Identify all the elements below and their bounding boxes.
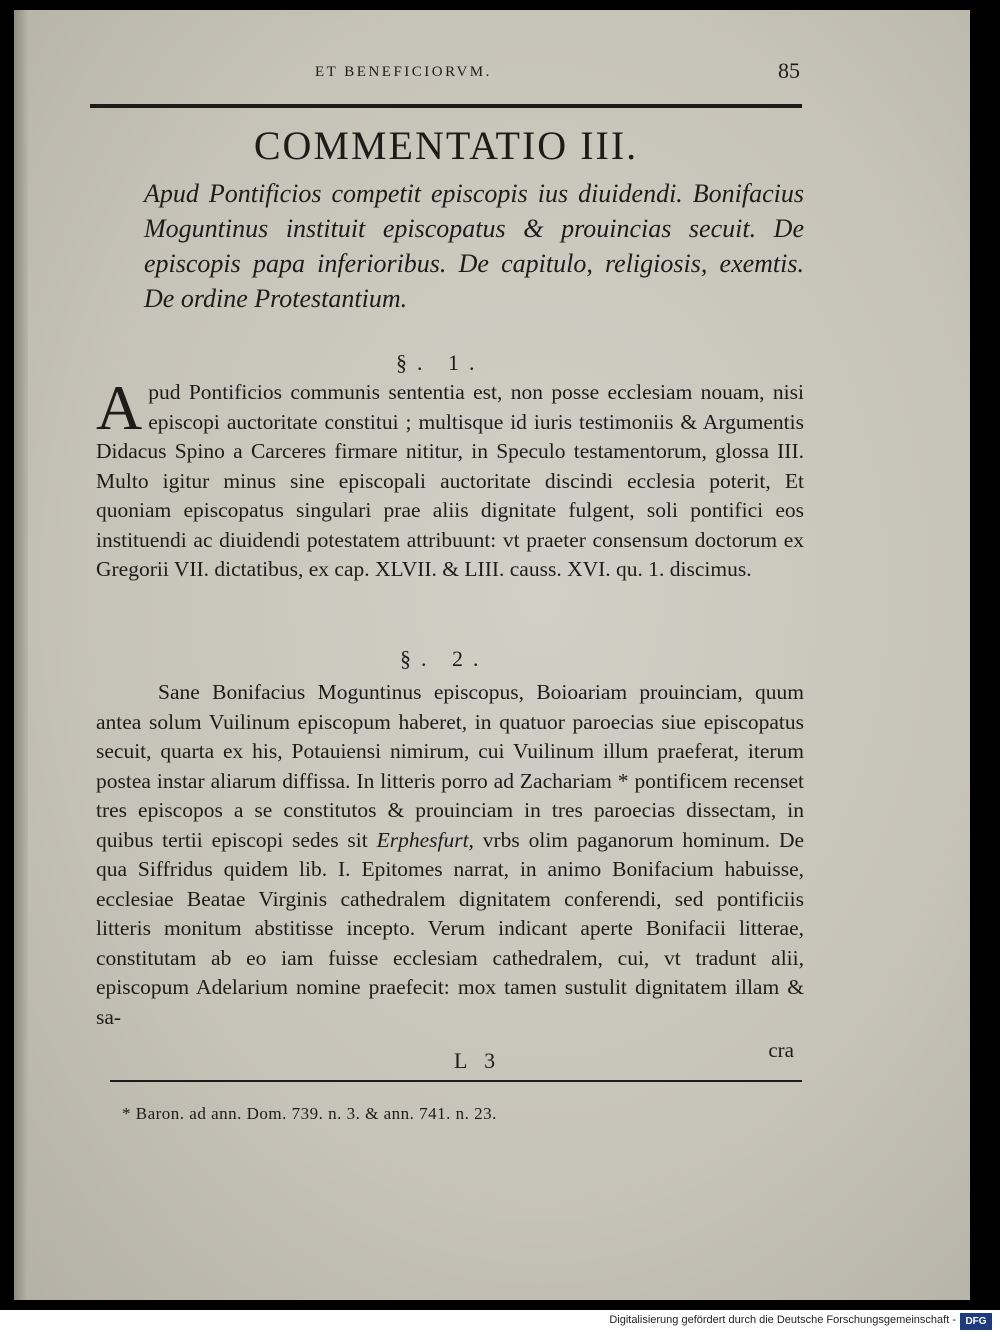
footnote: * Baron. ad ann. Dom. 739. n. 3. & ann. 741. n. 23. (122, 1104, 497, 1123)
section-2-body-before: Sane Bonifacius Moguntinus episcopus, Boioariam prouinciam, quum antea solum Vuilinum episcopum haberet, in quatuor paroecias siue episcopatus secuit, quarta ex his, Potauiensi nimirum, cui Vuilinum illum praeferat, iterum postea instar aliarum diffissa. In litteris porro ad Zachariam * pontificem recenset tres episcopos a se constitutos & prouinciam in tres paroecias dissectam, in quibus tertii episcopi sedes sit (96, 680, 804, 852)
section-mark-2: §. 2. (400, 646, 489, 671)
chapter-summary: Apud Pontificios competit episcopis ius diuidendi. Bonifacius Moguntinus instituit episcopatus & prouincias secuit. De episcopis papa inferioribus. De capitulo, religiosis, exemtis. De ordine Protestantium. (144, 179, 804, 313)
running-title: ET BENEFICIORVM. (315, 64, 492, 80)
section-1-body: pud Pontificios communis sententia est, non posse ecclesiam nouam, nisi episcopi auctoritate constitui ; multisque id iuris testimoniis & Argumentis Didacus Spino a Carceres firmare nititur, in Speculo testamentorum, glossa III. Multo igitur minus sine episcopali auctoritate discindi ecclesia poterit, Et quoniam episcopatus singulari prae aliis dignitate fulgent, soli pontifici eos instituendi ac diuidendi potestatem attribuunt: vt praeter consensum doctorum ex Gregorii VII. dictatibus, ex cap. XLVII. & LIII. causs. XVI. qu. 1. discimus. (96, 380, 804, 581)
header-rule (90, 104, 802, 108)
signature-mark: L 3 (454, 1048, 502, 1073)
page-edge (14, 10, 28, 1300)
section-1-text (96, 372, 804, 585)
dfg-logo-icon: DFG (960, 1313, 992, 1330)
credit-bar (0, 1310, 1000, 1334)
section-mark-1: §. 1. (396, 350, 485, 375)
book-page (14, 10, 970, 1300)
section-2-body-after: vrbs olim paganorum hominum. De qua Siffridus quidem lib. I. Epitomes narrat, in animo Bonifacium habuisse, ecclesiae Beatae Virginis cathedralem dignitatem conferendi, sed pontificiis litteris monitum abstitisse incepto. Verum indicant aperte Bonifacii litterae, constitutam ab eo iam fuisse ecclesiam cathedralem, cui, vt tradunt alii, episcopum Adelarium nomine praefecit: mox tamen sustulit dignitatem illam & sa- (96, 827, 805, 1029)
section-2-text (96, 678, 804, 1032)
credit-text: Digitalisierung gefördert durch die Deutsche Forschungsgemeinschaft - (609, 1314, 956, 1326)
footnote-rule (110, 1080, 802, 1082)
drop-cap: A (96, 372, 143, 443)
italic-place-name: Erphesfurt, (376, 827, 474, 852)
page-number: 85 (778, 58, 800, 83)
chapter-title: COMMENTATIO III. (253, 123, 639, 168)
catchword: cra (768, 1038, 794, 1062)
running-head (90, 54, 802, 90)
